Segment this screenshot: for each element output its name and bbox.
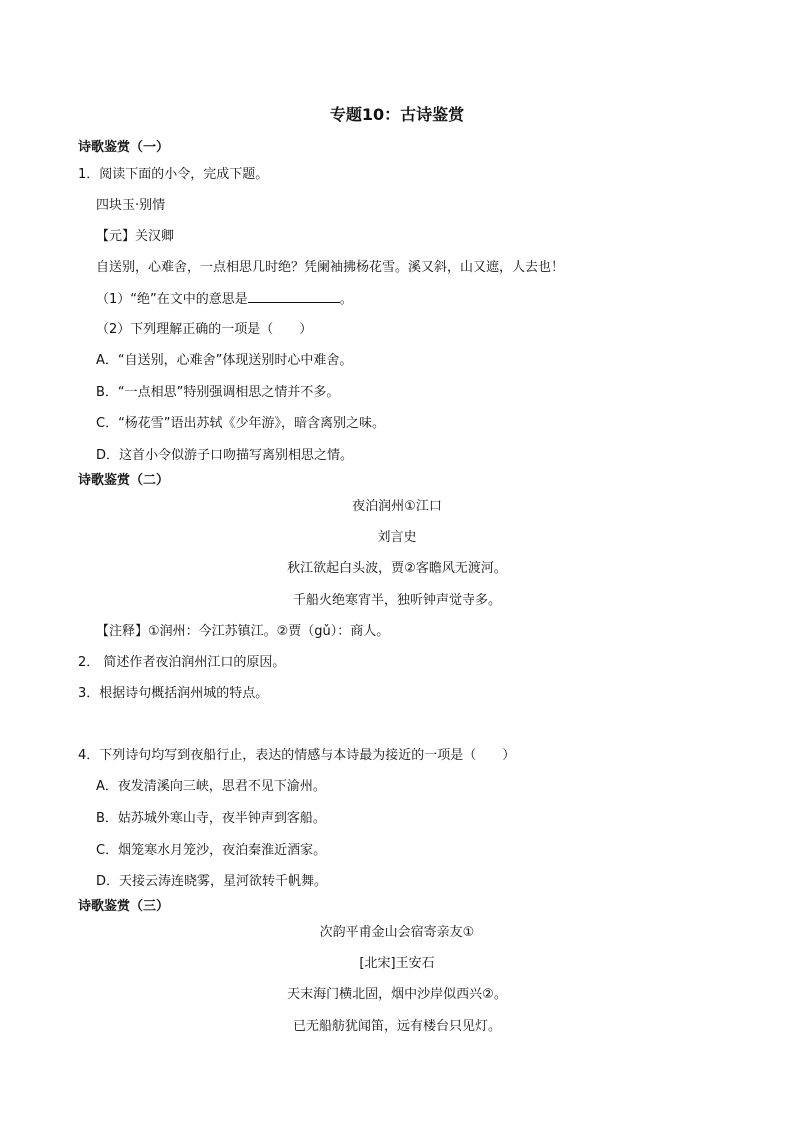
sub-question-1-text: （1）“绝”在文中的意思是 <box>96 292 248 307</box>
sub-question-2: （2）下列理解正确的一项是（ ） <box>96 322 313 337</box>
section-header-1: 诗歌鉴赏（一） <box>78 140 170 155</box>
section-header-3: 诗歌鉴赏（三） <box>78 899 170 914</box>
q4-option-c: C．烟笼寒水月笼沙，夜泊秦淮近酒家。 <box>96 843 327 858</box>
section-header-2: 诗歌鉴赏（二） <box>78 473 170 488</box>
question-1-stem: 1．阅读下面的小令，完成下题。 <box>78 167 269 182</box>
option-d: D．这首小令似游子口吻描写离别相思之情。 <box>96 448 354 463</box>
question-3: 3．根据诗句概括润州城的特点。 <box>78 686 269 701</box>
sub-question-1-end: 。 <box>339 292 353 307</box>
poem-3-title: 次韵平甫金山会宿寄亲友① <box>319 925 475 940</box>
poem-3-line-1: 天末海门横北固，烟中沙岸似西兴②。 <box>287 987 507 1002</box>
poem-1-title: 四块玉·别情 <box>96 198 166 213</box>
option-a: A．“自送别，心难舍”体现送别时心中难舍。 <box>96 353 353 368</box>
poem-3-line-2: 已无船舫犹闻笛，远有楼台只见灯。 <box>292 1019 501 1034</box>
poem-1-text: 自送别，心难舍，一点相思几时绝？凭阑袖拂杨花雪。溪又斜，山又遮，人去也！ <box>96 260 565 275</box>
question-2: 2． 简述作者夜泊润州江口的原因。 <box>78 655 286 670</box>
poem-2-line-1: 秋江欲起白头波，贾②客瞻风无渡河。 <box>287 561 507 576</box>
option-b: B．“一点相思”特别强调相思之情并不多。 <box>96 385 340 400</box>
sub-question-1 <box>96 290 353 309</box>
q4-option-b: B．姑苏城外寒山寺，夜半钟声到客船。 <box>96 811 326 826</box>
question-4: 4．下列诗句均写到夜船行止，表达的情感与本诗最为接近的一项是（ ） <box>78 748 516 763</box>
poem-2-line-2: 千船火绝寒宵半，独听钟声觉寺多。 <box>292 593 501 608</box>
poem-2-author: 刘言史 <box>377 530 417 545</box>
q4-option-d: D．天接云涛连晓雾，星河欲转千帆舞。 <box>96 874 328 889</box>
poem-2-note: 【注释】①润州：今江苏镇江。②贾（gǔ）：商人。 <box>96 624 390 639</box>
poem-2-title: 夜泊润州①江口 <box>352 499 442 514</box>
q4-option-a: A．夜发清溪向三峡，思君不见下渝州。 <box>96 779 326 794</box>
answer-blank[interactable] <box>248 290 340 303</box>
option-c: C．“杨花雪”语出苏轼《少年游》，暗含离别之味。 <box>96 416 386 431</box>
poem-3-author: [北宋]王安石 <box>359 956 435 971</box>
page-title: 专题10：古诗鉴赏 <box>329 105 465 124</box>
poem-1-author: 【元】关汉卿 <box>96 229 175 244</box>
